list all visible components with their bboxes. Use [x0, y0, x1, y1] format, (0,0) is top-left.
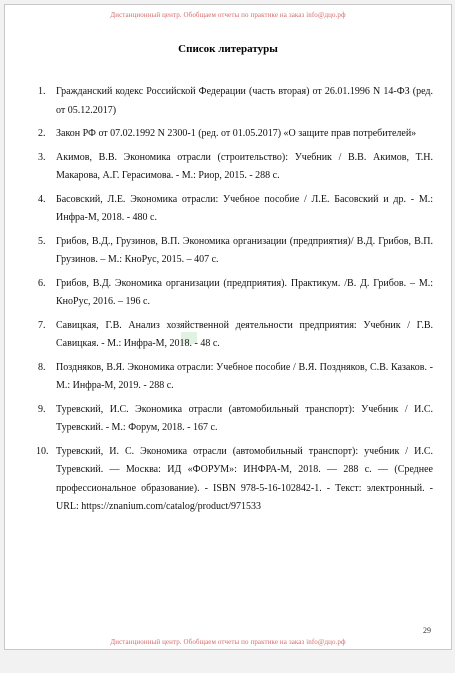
reference-text: Закон РФ от 07.02.1992 N 2300-1 (ред. от 01.05.2017) «О защите прав потребителей»: [56, 128, 417, 139]
reference-item-2: [38, 125, 433, 144]
reference-number: 6.: [38, 277, 46, 289]
reference-text: Грибов, В.Д., Грузинов, В.П. Экономика организации (предприятия)/ В.Д. Грибов, В.П. Грузинов. – М.: КноРус, 2015. – 407 с.: [56, 235, 433, 265]
reference-item-4: [38, 191, 433, 228]
reference-number: 2.: [38, 128, 46, 139]
reference-number: 10.: [36, 445, 49, 457]
reference-item-7: [38, 317, 433, 354]
reference-item-8: [38, 359, 433, 396]
reference-number: 9.: [38, 403, 46, 415]
reference-item-6: [38, 275, 433, 312]
reference-text: Савицкая, Г.В. Анализ хозяйственной деятельности предприятия: Учебник / Г.В. Савицкая. - М.: Инфра-М, 2018. - 48 с.: [56, 319, 433, 349]
reference-list: [38, 83, 433, 522]
reference-item-9: [38, 401, 433, 438]
reference-text: Акимов, В.В. Экономика отрасли (строительство): Учебник / В.В. Акимов, Т.Н. Макарова, А.Г. Герасимова. - М.: Риор, 2015. - 288 с.: [56, 151, 433, 181]
reference-number: 5.: [38, 235, 46, 247]
reference-number: 8.: [38, 361, 46, 373]
header-watermark: Дистанционный центр. Обобщаем отчеты по практике на заказ info@дцо.рф: [110, 11, 346, 19]
reference-item-10: [38, 443, 433, 517]
footer-watermark: Дистанционный центр. Обобщаем отчеты по практике на заказ info@дцо.рф: [110, 638, 346, 646]
reference-text: Басовский, Л.Е. Экономика отрасли: Учебное пособие / Л.Е. Басовский и др. - М.: Инфра-М, 2018. - 480 с.: [56, 193, 433, 223]
reference-text: Грибов, В.Д. Экономика организации (предприятия). Практикум. /В. Д. Грибов. – М.: КноРус, 2016. – 196 с.: [56, 277, 433, 307]
reference-number: 1.: [38, 86, 46, 97]
reference-number: 7.: [38, 319, 46, 331]
reference-item-1: [38, 83, 433, 120]
reference-item-3: [38, 149, 433, 186]
reference-item-5: [38, 233, 433, 270]
page-title: Список литературы: [178, 43, 278, 55]
reference-text: Поздняков, В.Я. Экономика отрасли: Учебное пособие / В.Я. Поздняков, С.В. Казаков. - М.: Инфра-М, 2019. - 288 с.: [56, 361, 433, 391]
page-number: 29: [423, 626, 431, 635]
reference-text: Туревский, И.С. Экономика отрасли (автомобильный транспорт): Учебник / И.С. Туревский. - М.: Форум, 2018. - 167 с.: [56, 403, 433, 433]
reference-number: 4.: [38, 193, 46, 205]
reference-text: Гражданский кодекс Российской Федерации (часть вторая) от 26.01.1996 N 14-ФЗ (ред. от 05.12.2017): [56, 86, 433, 116]
document-page: [4, 4, 452, 650]
reference-text: Туревский, И. С. Экономика отрасли (автомобильный транспорт): учебник / И.С. Туревский. — Москва: ИД «ФОРУМ»: ИНФРА-М, 2018. — 288 с. — (Среднее профессиональное образование). - ISBN 978-5-16-102842-1. - Текст: электронный. - URL: https://znanium.com/catalog/product/971533: [56, 445, 433, 512]
reference-number: 3.: [38, 151, 46, 163]
